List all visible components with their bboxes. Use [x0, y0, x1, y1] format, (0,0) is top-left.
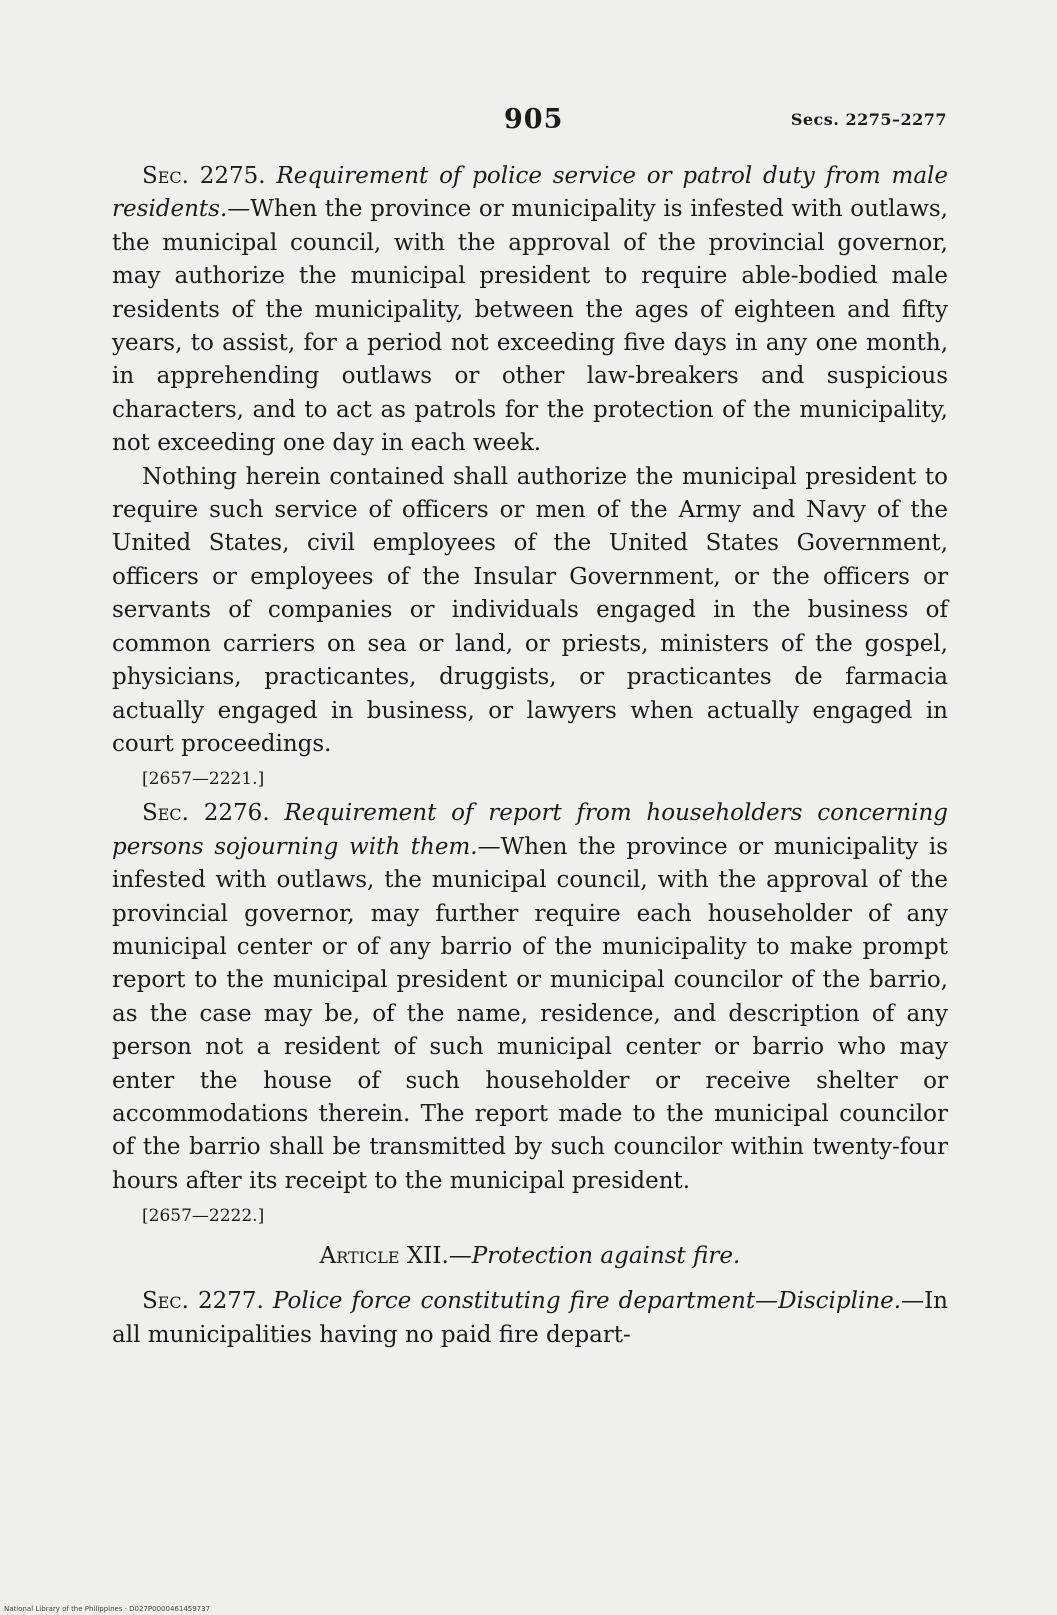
section-label: Sec. 2275.	[142, 163, 266, 189]
citation: [2657—2221.]	[142, 769, 265, 790]
section-range: Secs. 2275–2277	[790, 110, 947, 129]
section-text: —When the province or municipality is infested with outlaws, the municipal council, with the approval of the provincial governor, may further require each householder of any municipal center or of any barrio of the municipality to make prompt report to the municipal president or municipal councilor of the barrio, as the case may be, of the name, residence, and description of any person not a resident of such municipal center or barrio who may enter the house of such householder or receive shelter or accommodations therein. The report made to the municipal councilor of the barrio shall be transmitted by such councilor within twenty-four hours after its receipt to the municipal president.	[112, 833, 949, 1194]
section-2276-paragraph	[112, 797, 948, 1198]
article-label: Article XII.	[319, 1243, 449, 1270]
section-2275-paragraph	[112, 160, 948, 461]
archive-footer: National Library of the Philippines · D027P0000461459737	[4, 1605, 211, 1613]
section-title: Police force constituting fire department—Discipline.	[272, 1288, 902, 1315]
section-text: —When the province or municipality is infested with outlaws, the municipal council, with the approval of the provincial governor, may authorize the municipal president to require able-bodied male residents of the municipality, between the ages of eighteen and fifty years, to assist, for a period not exceeding five days in any one month, in apprehending outlaws or other law-breakers and suspicious characters, and to act as patrols for the protection of the municipality, not exceeding one day in each week.	[112, 196, 948, 457]
page-header	[112, 104, 947, 144]
article-title: —Protection against fire.	[448, 1243, 741, 1270]
section-title: Requirement of report from householders concerning persons sojourning with them.	[112, 800, 948, 860]
section-2275-paragraph-2: Nothing herein contained shall authorize the municipal president to require such service of officers or men of the Army and Navy of the United States, civil employees of the United States Government, officers or employees of the Insular Government, or the officers or servants of companies or individuals engaged in the business of common carriers on sea or land, or priests, ministers of the gospel, physicians, practicantes, druggists, or practicantes de farmacia actually engaged in business, or lawyers when actually engaged in court proceedings.	[112, 463, 948, 757]
section-label: Sec. 2276.	[142, 800, 270, 827]
page-body	[112, 160, 948, 1352]
section-text: —In all municipalities having no paid fire depart-	[112, 1288, 948, 1348]
section-2277-paragraph	[112, 1285, 948, 1352]
section-title: Requirement of police service or patrol duty from male residents.	[112, 163, 948, 223]
section-label: Sec. 2277.	[142, 1288, 264, 1315]
article-heading	[112, 1239, 948, 1273]
page-number: 905	[504, 104, 564, 135]
citation: [2657—2222.]	[142, 1206, 265, 1227]
